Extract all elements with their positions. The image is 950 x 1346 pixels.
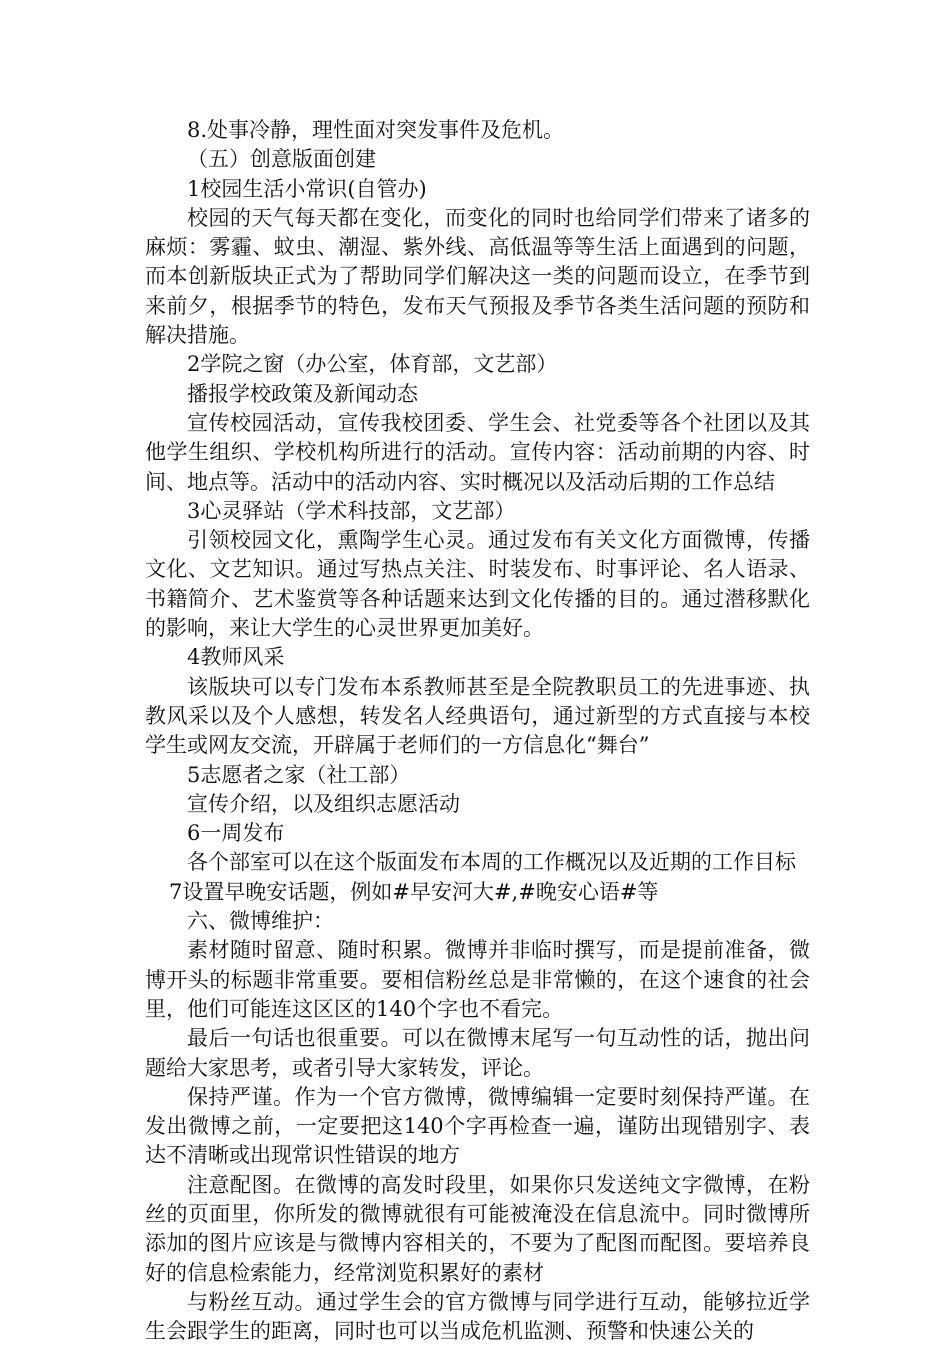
- paragraph-item-8: 8.处事冷静，理性面对突发事件及危机。: [187, 118, 565, 142]
- document-page: [145, 116, 810, 1346]
- paragraph-teacher: 该版块可以专门发布本系教师甚至是全院教职员工的先进事迹、执教风采以及个人感想，转发名人经典语句，通过新型的方式直接与本校学生或网友交流，开辟属于老师们的一方信息化“舞台”: [145, 674, 810, 758]
- paragraph-soul-station: 引领校园文化，熏陶学生心灵。通过发布有关文化方面微博，传播文化、文艺知识。通过写热点关注、时装发布、时事评论、名人语录、书籍简介、艺术鉴赏等各种话题来达到文化传播的目的。通过潜移默化的影响，来让大学生的心灵世界更加美好。: [145, 528, 810, 641]
- section-heading-6: 六、微博维护：: [187, 909, 334, 934]
- paragraph-topics: 7设置早晚安话题，例如#早安河大#,#晚安心语#等: [169, 879, 659, 904]
- subheading-volunteer: 5志愿者之家（社工部）: [187, 762, 411, 787]
- section-heading-5: （五）创意版面创建: [187, 147, 376, 172]
- paragraph-campus-life: 校园的天气每天都在变化，而变化的同时也给同学们带来了诸多的麻烦：雾霾、蚊虫、潮湿、紫外线、高低温等等生活上面遇到的问题，而本创新版块正式为了帮助同学们解决这一类的问题而设立，在季节到来前夕，根据季节的特色，发布天气预报及季节各类生活问题的预防和解决措施。: [145, 205, 810, 348]
- subheading-campus-life: 1校园生活小常识(自管办): [187, 176, 427, 201]
- paragraph-weekly: 各个部室可以在这个版面发布本周的工作概况以及近期的工作目标: [187, 850, 796, 875]
- paragraph-campus-activity: 宣传校园活动，宣传我校团委、学生会、社党委等各个社团以及其他学生组织、学校机构所进行的活动。宣传内容：活动前期的内容、时间、地点等。活动中的活动内容、实时概况以及活动后期的工作总结: [145, 410, 810, 494]
- paragraph-rigor: 保持严谨。作为一个官方微博，微博编辑一定要时刻保持严谨。在发出微博之前，一定要把这140个字再检查一遍，谨防出现错别字、表达不清晰或出现常识性错误的地方: [145, 1084, 810, 1168]
- paragraph-volunteer: 宣传介绍，以及组织志愿活动: [187, 791, 460, 816]
- paragraph-images: 注意配图。在微博的高发时段里，如果你只发送纯文字微博，在粉丝的页面里，你所发的微博就很有可能被淹没在信息流中。同时微博所添加的图片应该是与微博内容相关的，不要为了配图而配图。要培养良好的信息检索能力，经常浏览积累好的素材: [145, 1172, 810, 1285]
- paragraph-materials: 素材随时留意、随时积累。微博并非临时撰写，而是提前准备，微博开头的标题非常重要。要相信粉丝总是非常懒的，在这个速食的社会里，他们可能连这区区的140个字也不看完。: [145, 938, 810, 1021]
- paragraph-last-sentence: 最后一句话也很重要。可以在微博末尾写一句互动性的话，抛出问题给大家思考，或者引导大家转发，评论。: [145, 1026, 810, 1080]
- paragraph-news: 播报学校政策及新闻动态: [187, 381, 418, 406]
- paragraph-interaction: 与粉丝互动。通过学生会的官方微博与同学进行互动，能够拉近学生会跟学生的距离，同时也可以当成危机监测、预警和快速公关的: [145, 1289, 810, 1344]
- subheading-weekly: 6一周发布: [187, 821, 285, 846]
- subheading-college-window: 2学院之窗（办公室，体育部，文艺部）: [187, 352, 558, 377]
- subheading-teacher: 4教师风采: [187, 645, 285, 670]
- subheading-soul-station: 3心灵驿站（学术科技部，文艺部）: [187, 498, 516, 523]
